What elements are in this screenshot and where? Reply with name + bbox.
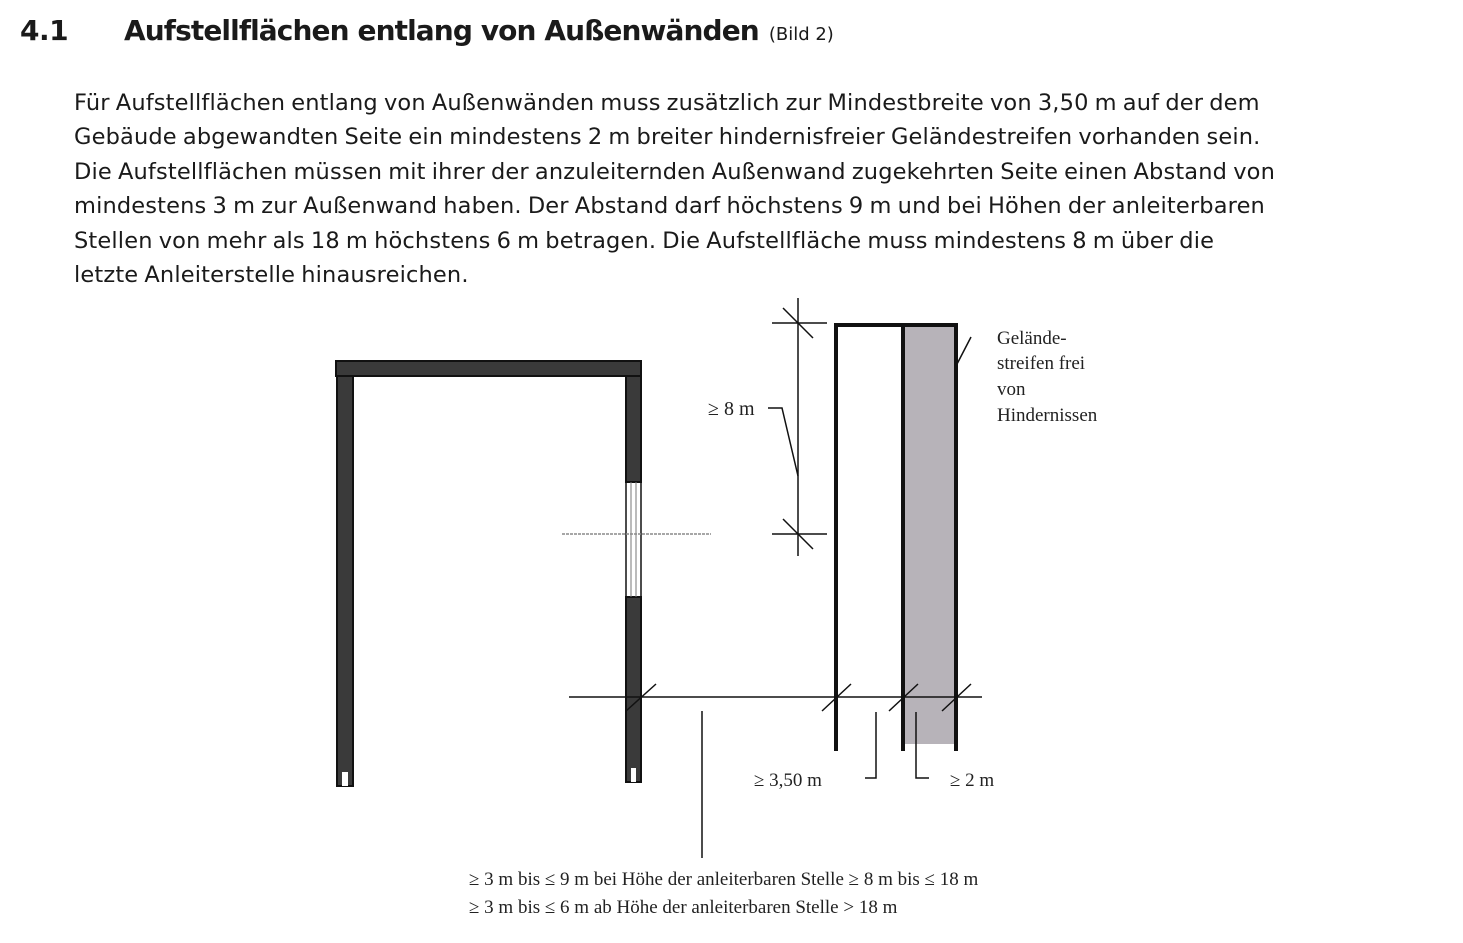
vertical-dimension	[768, 298, 827, 556]
distance-note: ≥ 3 m bis ≤ 6 m ab Höhe der anleiterbaren Stelle > 18 m	[469, 897, 898, 918]
strip-label-line: Gelände-	[997, 328, 1067, 349]
extension-label: ≥ 8 m	[708, 398, 755, 420]
strip-label-line: streifen frei	[997, 353, 1086, 374]
area-width-leader	[865, 712, 876, 778]
strip-width-label: ≥ 2 m	[950, 770, 995, 791]
building-right-wall-upper	[626, 376, 641, 482]
figure-reference: (Bild 2)	[768, 24, 834, 45]
section-number: 4.1	[20, 14, 69, 47]
paragraph-line: letzte Anleiterstelle hinausreichen.	[74, 261, 469, 288]
paragraph-line: mindestens 3 m zur Außenwand haben. Der Abstand darf höchstens 9 m und bei Höhen der anleiterbaren	[74, 193, 1265, 220]
section-title-text: Aufstellflächen entlang von Außenwänden	[124, 14, 759, 47]
wall-end-gap	[342, 772, 348, 786]
distance-note: ≥ 3 m bis ≤ 9 m bei Höhe der anleiterbaren Stelle ≥ 8 m bis ≤ 18 m	[469, 869, 979, 890]
building-outline	[336, 361, 711, 786]
strip-label-line: Hindernissen	[997, 405, 1098, 426]
paragraph-line: Für Aufstellflächen entlang von Außenwänden muss zusätzlich zur Mindestbreite von 3,50 m auf der dem	[74, 90, 1260, 116]
strip-label-line: von	[997, 379, 1026, 400]
paragraph-line: Die Aufstellflächen müssen mit ihrer der anzuleiternden Außenwand zugekehrten Seite einen Abstand von	[74, 158, 1275, 185]
strip-label-leader	[956, 337, 971, 366]
wall-end-gap	[631, 768, 636, 782]
building-left-wall	[337, 376, 353, 786]
building-right-wall-lower	[626, 597, 641, 782]
extension-leader	[768, 408, 798, 476]
window-opening	[626, 482, 641, 597]
setup-area	[836, 323, 956, 751]
obstacle-free-strip	[903, 325, 956, 744]
paragraph-line: Gebäude abgewandten Seite ein mindestens 2 m breiter hindernisfreier Geländestreifen vorhanden sein.	[74, 124, 1261, 151]
building-top-wall	[336, 361, 641, 376]
paragraph-line: Stellen von mehr als 18 m höchstens 6 m betragen. Die Aufstellfläche muss mindestens 8 m über die	[74, 227, 1215, 254]
area-width-label: ≥ 3,50 m	[754, 770, 822, 791]
